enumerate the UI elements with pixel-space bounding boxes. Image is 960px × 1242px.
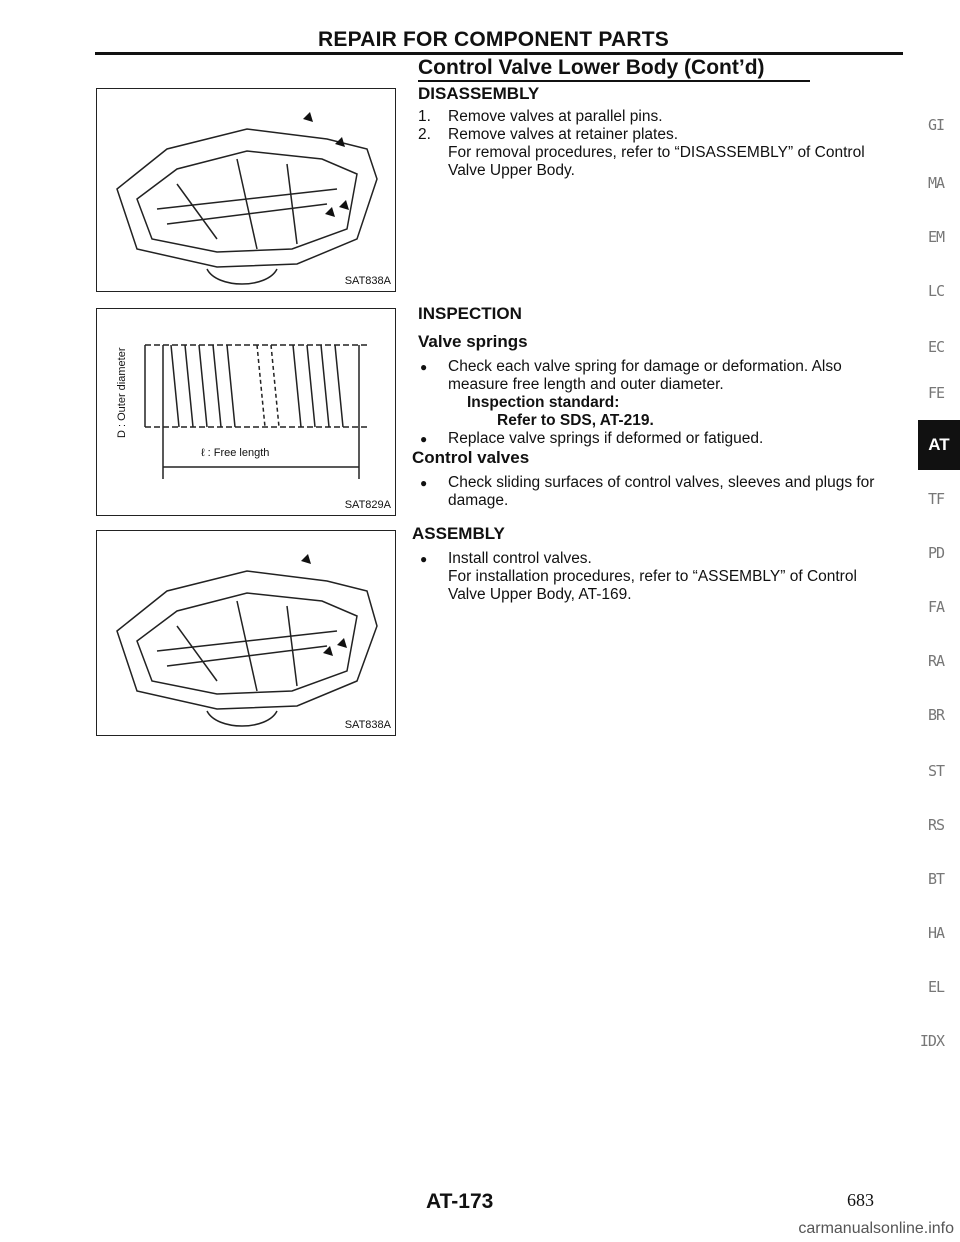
section-title: Control Valve Lower Body (Cont’d) (418, 56, 765, 79)
footer-page-code: AT-173 (426, 1190, 494, 1213)
step-1-text: Remove valves at parallel pins. (448, 108, 663, 125)
step-2-note: For removal procedures, refer to “DISASSEMBLY” of Control (448, 144, 865, 161)
figure-code: SAT838A (344, 275, 391, 287)
tab-st[interactable]: ST (927, 762, 944, 780)
figure-code: SAT829A (344, 499, 391, 511)
valve-springs-heading: Valve springs (418, 332, 528, 351)
tab-idx[interactable]: IDX (919, 1032, 944, 1050)
bullet-icon: ● (420, 552, 428, 566)
inspection-bullet-1: Check each valve spring for damage or deformation. Also (448, 358, 842, 375)
figure-valve-body-1 (96, 88, 396, 292)
figure-code: SAT838A (344, 719, 391, 731)
inspection-bullet-2: Replace valve springs if deformed or fatigued. (448, 430, 764, 447)
tab-pd[interactable]: PD (927, 544, 944, 562)
tab-rs[interactable]: RS (927, 816, 944, 834)
free-length-label: ℓ : Free length (201, 447, 270, 459)
figure-valve-body-2 (96, 530, 396, 736)
tab-ha[interactable]: HA (927, 924, 944, 942)
inspection-standard-ref: Refer to SDS, AT-219. (497, 412, 654, 429)
assembly-note: For installation procedures, refer to “ASSEMBLY” of Control (448, 568, 857, 585)
inspection-bullet-3: damage. (448, 492, 509, 509)
inspection-bullet-3: Check sliding surfaces of control valves, sleeves and plugs for (448, 474, 875, 491)
assembly-note: Valve Upper Body, AT-169. (448, 586, 632, 603)
assembly-bullet-1: Install control valves. (448, 550, 592, 567)
tab-em[interactable]: EM (927, 228, 944, 246)
valve-body-illustration (97, 531, 395, 735)
disassembly-heading: DISASSEMBLY (418, 84, 540, 103)
valve-body-illustration (97, 89, 395, 291)
inspection-bullet-1: measure free length and outer diameter. (448, 376, 724, 393)
tab-fa[interactable]: FA (927, 598, 944, 616)
step-2-number: 2. (418, 126, 431, 143)
tab-ma[interactable]: MA (927, 174, 944, 192)
tab-ec[interactable]: EC (927, 338, 944, 356)
tab-br[interactable]: BR (927, 706, 944, 724)
bullet-icon: ● (420, 432, 428, 446)
control-valves-heading: Control valves (412, 448, 530, 467)
tab-ra[interactable]: RA (927, 652, 944, 670)
spring-diagram (97, 309, 395, 515)
bullet-icon: ● (420, 476, 428, 490)
figure-valve-spring (96, 308, 396, 516)
tab-el[interactable]: EL (927, 978, 944, 996)
tab-fe[interactable]: FE (927, 384, 944, 402)
tab-bt[interactable]: BT (927, 870, 944, 888)
tab-gi[interactable]: GI (927, 116, 944, 134)
inspection-standard-label: Inspection standard: (467, 394, 620, 411)
assembly-heading: ASSEMBLY (412, 524, 505, 543)
tab-lc[interactable]: LC (927, 282, 944, 300)
tab-at-active[interactable]: AT (918, 420, 960, 470)
outer-diameter-label: D : Outer diameter (116, 347, 128, 438)
page-header-title: REPAIR FOR COMPONENT PARTS (318, 28, 669, 51)
step-1-number: 1. (418, 108, 431, 125)
header-rule (95, 52, 903, 55)
tab-tf[interactable]: TF (927, 490, 944, 508)
step-2-text: Remove valves at retainer plates. (448, 126, 679, 143)
footer-page-number: 683 (847, 1190, 874, 1210)
section-rule (418, 80, 810, 82)
watermark: carmanualsonline.info (798, 1220, 954, 1237)
inspection-heading: INSPECTION (418, 304, 522, 323)
step-2-note: Valve Upper Body. (448, 162, 575, 179)
bullet-icon: ● (420, 360, 428, 374)
